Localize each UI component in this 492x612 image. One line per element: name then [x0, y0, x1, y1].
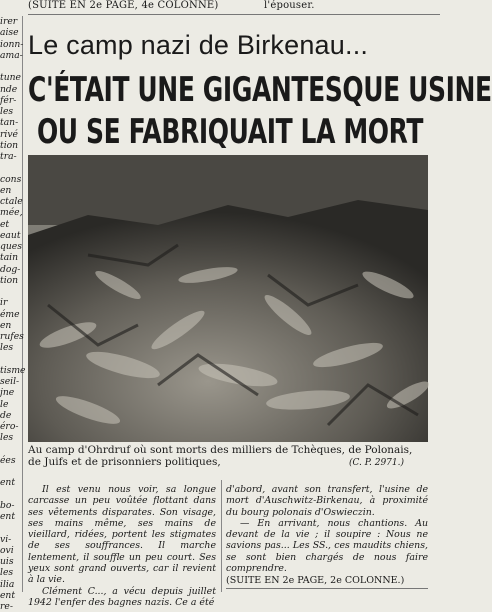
fragment-line: vi-	[0, 533, 12, 545]
article-paragraph: — En arrivant, nous chantions. Au devant de la vie ; il soupire : Nous ne savions pas... Les SS., ces maudits chiens, se sont bien chargés de nous faire comprendre.	[226, 517, 428, 575]
fragment-line: tion	[0, 139, 19, 151]
fragment-line: jne	[0, 387, 15, 399]
fragment-line: ionn-	[0, 38, 24, 50]
fragment-line: ovi	[0, 544, 14, 556]
article-column-left	[28, 484, 216, 608]
fragment-line: tune	[0, 72, 21, 84]
continuation-note: (SUITE EN 2e PAGE, 2e COLONNE.)	[226, 575, 428, 588]
fragment-line: et	[0, 218, 10, 230]
photo-caption	[28, 444, 428, 468]
article-column-right	[226, 484, 428, 589]
fragment-line	[0, 354, 22, 365]
fragment-line	[0, 522, 22, 533]
fragment-line: éro-	[0, 421, 19, 432]
column-divider	[221, 480, 222, 592]
fragment-line: tra-	[0, 151, 17, 162]
headline: Le camp nazi de Birkenau...	[28, 30, 369, 60]
fragment-line	[0, 489, 22, 500]
fragment-line	[0, 286, 22, 297]
fragment-line: tan-	[0, 117, 19, 129]
fragment-line: ilia	[0, 578, 15, 590]
fragment-line: ques	[0, 241, 22, 252]
fragment-line: tion	[0, 274, 19, 286]
fragment-line: ées	[0, 454, 16, 466]
fragment-line: ent	[0, 589, 16, 601]
fragment-line: ir	[0, 297, 8, 309]
fragment-line: re-	[0, 601, 13, 612]
fragment-line: aise	[0, 27, 19, 39]
fragment-line: ent	[0, 477, 16, 489]
continuation-left: (SUITE EN 2e PAGE, 4e COLONNE)	[28, 0, 219, 11]
subheadline-line-1: C'ÉTAIT UNE GIGANTESQUE USINE	[28, 70, 492, 110]
fragment-line: les	[0, 342, 14, 354]
fragment-line: ctale	[0, 196, 23, 207]
fragment-line: uis	[0, 556, 14, 567]
fragment-line: tain	[0, 252, 19, 264]
fragment-line	[0, 466, 22, 477]
fragment-line: ent	[0, 511, 16, 522]
fragment-line	[0, 162, 22, 173]
fragment-line: irer	[0, 16, 18, 27]
fragment-line: cons	[0, 173, 22, 185]
fragment-line: en	[0, 319, 12, 331]
fragment-line	[0, 61, 22, 72]
fragment-line: rufes	[0, 331, 24, 342]
photo-credit: (C. P. 2971.)	[348, 458, 404, 468]
article-paragraph: Clément C..., a vécu depuis juillet 1942 l'enfer des bagnes nazis. Ce a été	[28, 585, 216, 608]
fragment-line: mée,	[0, 207, 23, 219]
caption-line-1: Au camp d'Ohrdruf où sont morts des milliers de Tchèques, de Polonais,	[28, 444, 413, 456]
fragment-line	[0, 444, 22, 455]
news-photograph	[28, 155, 428, 442]
fragment-line: en	[0, 184, 12, 196]
fragment-line: rivé	[0, 128, 18, 140]
fragment-line: bo-	[0, 499, 15, 511]
caption-line-2: de Juifs et de prisonniers politiques,	[28, 456, 221, 468]
fragment-line: seil-	[0, 376, 20, 387]
fragment-line: le	[0, 398, 9, 410]
fragment-line: fér-	[0, 94, 17, 106]
subheadline-line-2: OU SE FABRIQUAIT LA MORT	[36, 112, 424, 152]
fragment-line: les	[0, 106, 14, 117]
fragment-line: ama-	[0, 49, 23, 61]
fragment-line: les	[0, 567, 14, 579]
photo-image	[28, 155, 428, 442]
article-paragraph: d'abord, avant son transfert, l'usine de mort d'Auschwitz-Birkenau, à proximité du bourg polonais d'Oswieczin.	[226, 484, 428, 518]
article-paragraph: Il est venu nous voir, sa longue carcasse un peu voûtée flottant dans ses vêtements disparates. Son visage, ses mains même, ses mains de vieillard, ridées, portent les stigmates de ses souffrances. Il marche lentement, il souffle un peu court. Ses yeux sont grand ouverts, car il revient à la vie.	[28, 484, 216, 586]
fragment-line: les	[0, 432, 14, 444]
fragment-line: éme	[0, 308, 20, 320]
adjacent-column-fragment	[0, 16, 26, 612]
continuation-line	[28, 0, 440, 15]
fragment-line: eaut	[0, 229, 21, 241]
continuation-right: l'épouser.	[264, 0, 315, 11]
fragment-line: nde	[0, 83, 18, 95]
fragment-line: dog-	[0, 263, 21, 275]
fragment-line: de	[0, 409, 12, 421]
fragment-line: tisme	[0, 364, 26, 376]
